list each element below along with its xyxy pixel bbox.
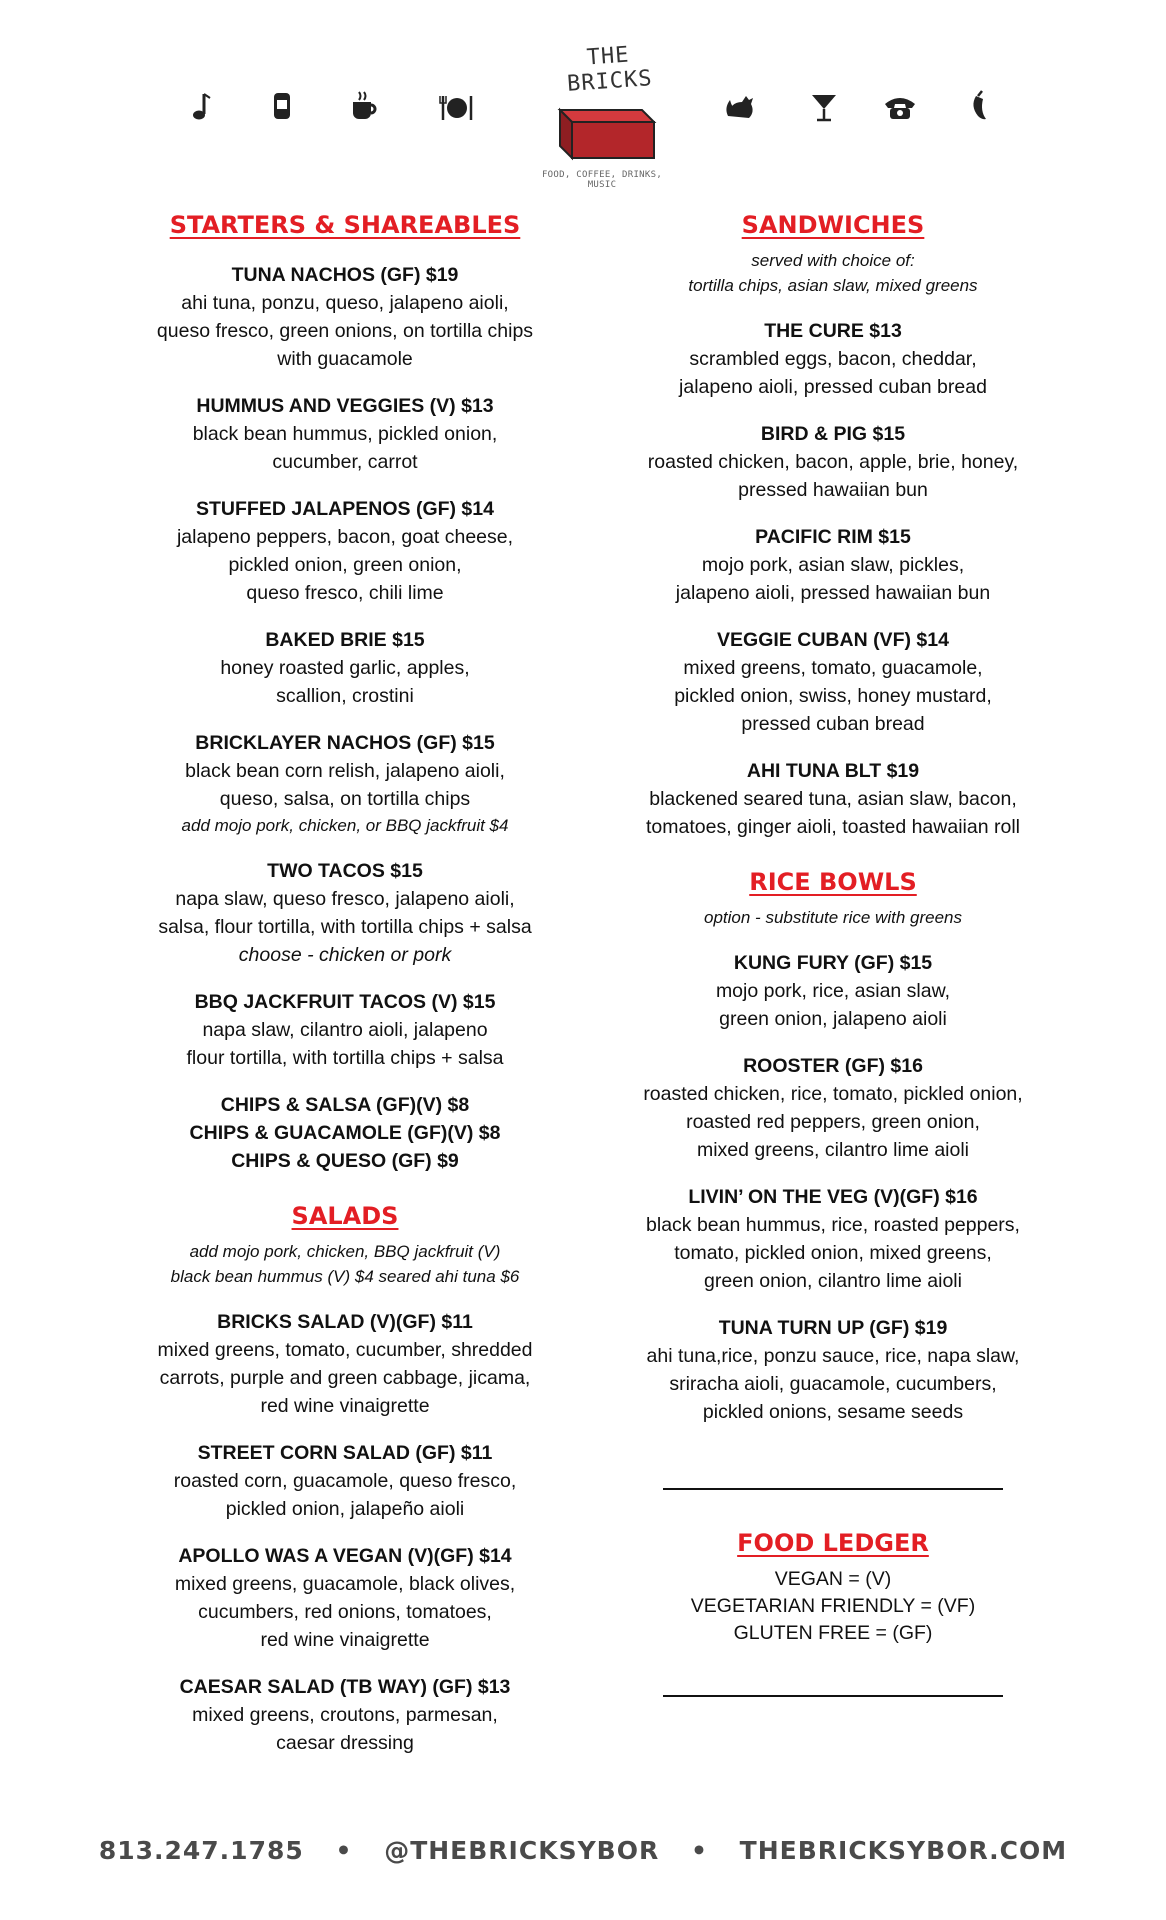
- item-title: BAKED BRIE $15: [265, 629, 425, 651]
- item-desc: honey roasted garlic, apples,: [220, 657, 470, 679]
- menu-item: [128, 392, 562, 476]
- brand-logo: [527, 42, 677, 190]
- menu-item: [128, 1673, 562, 1757]
- item-desc: queso fresco, chili lime: [246, 582, 444, 604]
- item-title: CAESAR SALAD (TB WAY) (GF) $13: [179, 1676, 511, 1698]
- item-desc: mixed greens, tomato, guacamole,: [683, 657, 983, 679]
- menu-item: [615, 626, 1051, 738]
- menu-item: [128, 729, 562, 838]
- item-title: CHIPS & GUACAMOLE (GF)(V) $8: [189, 1122, 501, 1144]
- logo-name: THE BRICKS: [566, 42, 654, 97]
- item-desc: blackened seared tuna, asian slaw, bacon,: [649, 788, 1017, 810]
- item-title: APOLLO WAS A VEGAN (V)(GF) $14: [178, 1545, 512, 1567]
- section-title-salads: SALADS: [291, 1202, 399, 1230]
- menu-item: [128, 857, 562, 969]
- footer-handle: @THEBRICKSYBOR: [384, 1836, 660, 1865]
- chili-pepper-icon: [960, 86, 1000, 126]
- item-title: BBQ JACKFRUIT TACOS (V) $15: [194, 991, 496, 1013]
- item-desc: mixed greens, tomato, cucumber, shredded: [157, 1339, 533, 1361]
- item-desc: scallion, crostini: [276, 685, 414, 707]
- music-note-icon: [180, 86, 220, 126]
- item-desc: black bean hummus, pickled onion,: [192, 423, 498, 445]
- item-title: PACIFIC RIM $15: [755, 526, 911, 548]
- item-desc: sriracha aioli, guacamole, cucumbers,: [669, 1373, 997, 1395]
- item-desc: tomato, pickled onion, mixed greens,: [674, 1242, 992, 1264]
- rooster-icon: [720, 86, 760, 126]
- item-desc: pressed cuban bread: [741, 713, 925, 735]
- divider: [663, 1695, 1003, 1697]
- item-title: KUNG FURY (GF) $15: [733, 952, 933, 974]
- left-column: [128, 208, 562, 1757]
- ledger-line: VEGAN = (V): [774, 1568, 892, 1590]
- item-desc: red wine vinaigrette: [260, 1629, 430, 1651]
- item-desc: jalapeno aioli, pressed cuban bread: [679, 376, 987, 398]
- section-note: served with choice of:: [751, 251, 915, 270]
- item-title: THE CURE $13: [764, 320, 902, 342]
- section-note: tortilla chips, asian slaw, mixed greens: [688, 276, 978, 295]
- item-desc: ahi tuna, ponzu, queso, jalapeno aioli,: [181, 292, 509, 314]
- item-desc: queso fresco, green onions, on tortilla chips: [156, 320, 534, 342]
- item-desc: cucumbers, red onions, tomatoes,: [198, 1601, 492, 1623]
- item-desc: queso, salsa, on tortilla chips: [219, 788, 471, 810]
- item-desc: red wine vinaigrette: [260, 1395, 430, 1417]
- item-title: STUFFED JALAPENOS (GF) $14: [196, 498, 494, 520]
- menu-item: [128, 1542, 562, 1654]
- item-desc: with guacamole: [277, 348, 413, 370]
- item-desc: flour tortilla, with tortilla chips + salsa: [186, 1047, 504, 1069]
- section-note: add mojo pork, chicken, BBQ jackfruit (V): [189, 1242, 501, 1261]
- ledger-line: VEGETARIAN FRIENDLY = (VF): [690, 1595, 976, 1617]
- item-desc: ahi tuna,rice, ponzu sauce, rice, napa slaw,: [646, 1345, 1020, 1367]
- menu-item: [615, 317, 1051, 401]
- item-desc: roasted red peppers, green onion,: [686, 1111, 980, 1133]
- menu-item: [128, 988, 562, 1072]
- section-title-sandwiches: SANDWICHES: [741, 211, 925, 239]
- menu-item: [615, 1052, 1051, 1164]
- item-desc: roasted corn, guacamole, queso fresco,: [173, 1470, 517, 1492]
- item-desc: black bean hummus, rice, roasted peppers,: [646, 1214, 1020, 1236]
- item-desc: black bean corn relish, jalapeno aioli,: [185, 760, 505, 782]
- item-desc: pickled onion, green onion,: [228, 554, 462, 576]
- item-title: VEGGIE CUBAN (VF) $14: [717, 629, 949, 651]
- menu-item: [615, 420, 1051, 504]
- item-desc: napa slaw, cilantro aioli, jalapeno: [202, 1019, 488, 1041]
- menu-item: [128, 1308, 562, 1420]
- item-title: BRICKS SALAD (V)(GF) $11: [217, 1311, 473, 1333]
- right-column: [615, 208, 1051, 1697]
- item-title: CHIPS & QUESO (GF) $9: [231, 1150, 459, 1172]
- item-choice-note: choose - chicken or pork: [238, 944, 452, 966]
- item-title: BIRD & PIG $15: [760, 423, 906, 445]
- martini-icon: [804, 86, 844, 126]
- item-desc: pressed hawaiian bun: [738, 479, 928, 501]
- item-desc: salsa, flour tortilla, with tortilla chips + salsa: [158, 916, 532, 938]
- footer: [0, 1836, 1166, 1865]
- ledger-line: GLUTEN FREE = (GF): [733, 1622, 933, 1644]
- item-desc: roasted chicken, bacon, apple, brie, honey,: [647, 451, 1019, 473]
- item-title: ROOSTER (GF) $16: [743, 1055, 923, 1077]
- can-icon: [262, 86, 302, 126]
- menu-item: [615, 1314, 1051, 1426]
- brick-logo-icon: [546, 96, 658, 168]
- menu-item: [615, 949, 1051, 1033]
- item-desc: green onion, cilantro lime aioli: [704, 1270, 962, 1292]
- telephone-icon: [880, 86, 920, 126]
- item-desc: cucumber, carrot: [272, 451, 418, 473]
- item-desc: jalapeno aioli, pressed hawaiian bun: [675, 582, 991, 604]
- logo-tagline: FOOD, COFFEE, DRINKS, MUSIC: [541, 170, 663, 190]
- item-title: AHI TUNA BLT $19: [746, 760, 920, 782]
- footer-website: THEBRICKSYBOR.COM: [739, 1836, 1068, 1865]
- item-addon-note: add mojo pork, chicken, or BBQ jackfruit $4: [181, 816, 509, 835]
- footer-separator: •: [335, 1836, 353, 1865]
- item-desc: mojo pork, asian slaw, pickles,: [701, 554, 965, 576]
- plate-utensils-icon: [436, 86, 476, 126]
- menu-item: [128, 495, 562, 607]
- section-title-rice-bowls: RICE BOWLS: [749, 868, 917, 896]
- section-title-food-ledger: FOOD LEDGER: [737, 1529, 929, 1557]
- menu-item: [615, 1183, 1051, 1295]
- item-desc: pickled onion, jalapeño aioli: [225, 1498, 465, 1520]
- item-title: BRICKLAYER NACHOS (GF) $15: [195, 732, 495, 754]
- item-desc: mixed greens, guacamole, black olives,: [174, 1573, 516, 1595]
- menu-item: [128, 261, 562, 373]
- item-desc: roasted chicken, rice, tomato, pickled onion,: [643, 1083, 1023, 1105]
- section-note: option - substitute rice with greens: [704, 908, 962, 927]
- item-desc: pickled onion, swiss, honey mustard,: [674, 685, 992, 707]
- item-title: HUMMUS AND VEGGIES (V) $13: [196, 395, 494, 417]
- menu-item: [128, 626, 562, 710]
- menu-item-chips: [128, 1091, 562, 1175]
- item-desc: pickled onions, sesame seeds: [702, 1401, 964, 1423]
- menu-item: [615, 523, 1051, 607]
- item-title: CHIPS & SALSA (GF)(V) $8: [220, 1094, 470, 1116]
- item-desc: jalapeno peppers, bacon, goat cheese,: [176, 526, 514, 548]
- item-title: TUNA NACHOS (GF) $19: [231, 264, 459, 286]
- item-title: LIVIN’ ON THE VEG (V)(GF) $16: [688, 1186, 978, 1208]
- item-title: STREET CORN SALAD (GF) $11: [197, 1442, 493, 1464]
- coffee-cup-icon: [344, 86, 384, 126]
- menu-item: [128, 1439, 562, 1523]
- item-desc: green onion, jalapeno aioli: [719, 1008, 947, 1030]
- item-title: TWO TACOS $15: [267, 860, 423, 882]
- item-title: TUNA TURN UP (GF) $19: [718, 1317, 948, 1339]
- section-note: black bean hummus (V) $4 seared ahi tuna $6: [170, 1267, 520, 1286]
- section-title-starters: STARTERS & SHAREABLES: [169, 211, 521, 239]
- item-desc: carrots, purple and green cabbage, jicama,: [159, 1367, 531, 1389]
- footer-phone: 813.247.1785: [98, 1836, 304, 1865]
- footer-separator: •: [690, 1836, 708, 1865]
- item-desc: scrambled eggs, bacon, cheddar,: [689, 348, 977, 370]
- menu-item: [615, 757, 1051, 841]
- item-desc: napa slaw, queso fresco, jalapeno aioli,: [175, 888, 515, 910]
- item-desc: mojo pork, rice, asian slaw,: [715, 980, 951, 1002]
- item-desc: mixed greens, cilantro lime aioli: [696, 1139, 970, 1161]
- item-desc: mixed greens, croutons, parmesan,: [192, 1704, 498, 1726]
- item-desc: tomatoes, ginger aioli, toasted hawaiian roll: [646, 816, 1020, 838]
- item-desc: caesar dressing: [276, 1732, 414, 1754]
